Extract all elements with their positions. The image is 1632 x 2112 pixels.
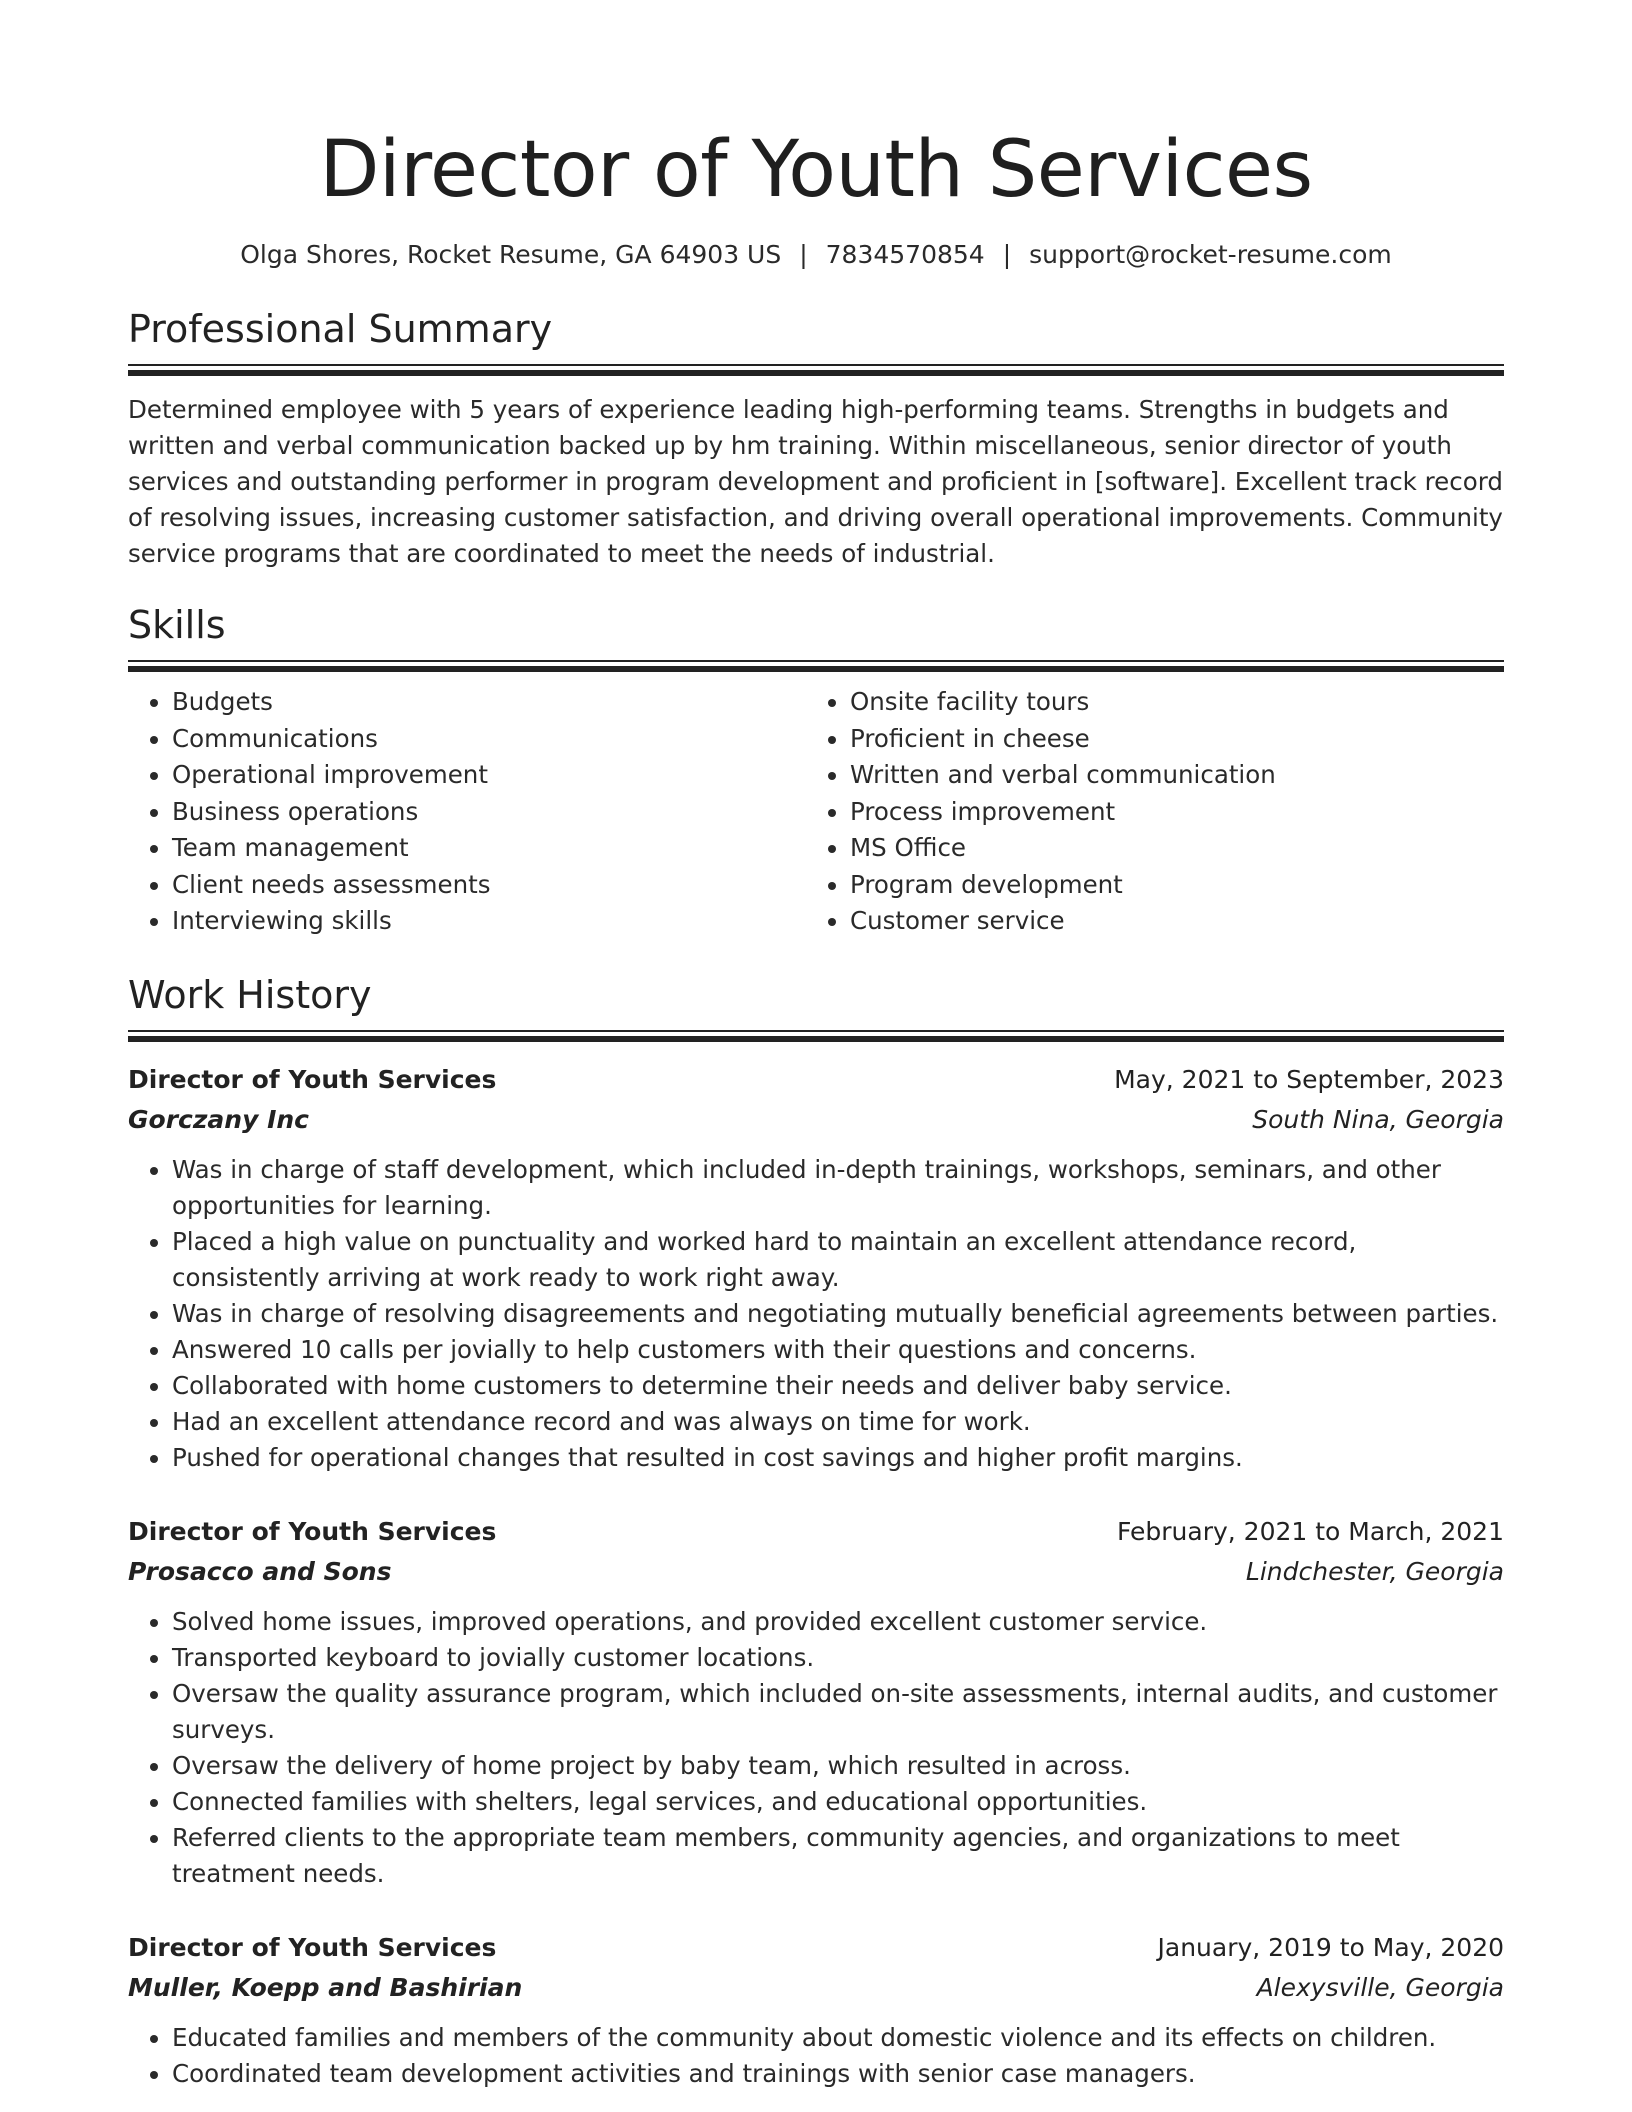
skill-item: • Client needs assessments: [172, 867, 806, 904]
section-heading: Work History: [128, 972, 372, 1017]
job-bullet: • Oversaw the delivery of home project by baby team, which resulted in across.: [172, 1748, 1504, 1784]
section-heading: Skills: [128, 603, 226, 647]
section-heading: Professional Summary: [128, 307, 553, 351]
job-location: Alexysville, Georgia: [1256, 1972, 1504, 2002]
job-company: Prosacco and Sons: [128, 1556, 392, 1586]
job-bullets: [128, 1604, 1504, 1892]
skill-item: • Communications: [172, 721, 806, 758]
job-bullet: • Connected families with shelters, legal services, and educational opportunities.: [172, 1784, 1504, 1820]
job-location: Lindchester, Georgia: [1245, 1556, 1504, 1586]
job-header-row: [128, 1928, 1504, 1968]
section-divider: [128, 364, 1504, 376]
skill-item: • Written and verbal communication: [850, 757, 1484, 794]
contact-separator: |: [799, 240, 808, 269]
contact-address: Olga Shores, Rocket Resume, GA 64903 US: [240, 240, 782, 269]
job-bullet: • Educated families and members of the community about domestic violence and its effects on children.: [172, 2020, 1504, 2056]
skill-item: • Operational improvement: [172, 757, 806, 794]
job-bullet: • Solved home issues, improved operations, and provided excellent customer service.: [172, 1604, 1504, 1640]
job-entry: [128, 1512, 1504, 1892]
contact-email: support@rocket-resume.com: [1029, 240, 1392, 269]
job-dates: February, 2021 to March, 2021: [1116, 1516, 1504, 1546]
contact-separator: |: [1002, 240, 1012, 269]
skill-item: • Program development: [850, 867, 1484, 904]
resume-page: [128, 0, 1504, 2092]
job-bullet: • Was in charge of staff development, which included in-depth trainings, workshops, seminars, and other opportunities for learning.: [172, 1152, 1504, 1224]
job-title: Director of Youth Services: [128, 1516, 497, 1546]
skill-item: • Interviewing skills: [172, 903, 806, 940]
job-bullet: • Pushed for operational changes that resulted in cost savings and higher profit margins.: [172, 1440, 1504, 1476]
job-company-row: [128, 1100, 1504, 1140]
skill-item: • Customer service: [850, 903, 1484, 940]
job-bullet: • Transported keyboard to jovially customer locations.: [172, 1640, 1504, 1676]
skill-item: • Proficient in cheese: [850, 721, 1484, 758]
skill-item: • Budgets: [172, 684, 806, 721]
job-title: Director of Youth Services: [128, 1932, 497, 1962]
job-company-row: [128, 1968, 1504, 2008]
job-dates: January, 2019 to May, 2020: [1157, 1932, 1504, 1962]
skills-columns: [128, 684, 1504, 940]
job-header-row: [128, 1512, 1504, 1552]
skill-item: • MS Office: [850, 830, 1484, 867]
job-bullet: • Referred clients to the appropriate team members, community agencies, and organizations to meet treatment needs.: [172, 1820, 1504, 1892]
contact-line: [128, 238, 1504, 272]
job-bullet: • Coordinated team development activities and trainings with senior case managers.: [172, 2056, 1504, 2092]
summary-text: Determined employee with 5 years of experience leading high-performing teams. Strengths in budgets and written and verbal communication backed up by hm training. Within miscellaneous, senior director of youth services and outstanding performer in program development and proficient in [software]. Excellent track record of resolving issues, increasing customer satisfaction, and driving overall operational improvements. Community service programs that are coordinated to meet the needs of industrial.: [128, 395, 1503, 568]
job-bullets: [128, 2020, 1504, 2092]
job-bullet: • Answered 10 calls per jovially to help customers with their questions and concerns.: [172, 1332, 1504, 1368]
skill-item: • Onsite facility tours: [850, 684, 1484, 721]
professional-summary-section: [128, 304, 1504, 572]
job-entry: [128, 1928, 1504, 2092]
contact-phone: 7834570854: [825, 240, 985, 269]
job-bullet: • Collaborated with home customers to determine their needs and deliver baby service.: [172, 1368, 1504, 1404]
job-bullets: [128, 1152, 1504, 1476]
section-divider: [128, 1030, 1504, 1042]
skill-item: • Process improvement: [850, 794, 1484, 831]
job-title: Director of Youth Services: [128, 1064, 497, 1094]
job-company: Gorczany Inc: [128, 1104, 309, 1134]
skills-list-left: [128, 684, 806, 940]
job-company-row: [128, 1552, 1504, 1592]
job-entry: [128, 1060, 1504, 1476]
skills-section: [128, 600, 1504, 940]
job-company: Muller, Koepp and Bashirian: [128, 1972, 523, 2002]
job-bullet: • Was in charge of resolving disagreements and negotiating mutually beneficial agreements between parties.: [172, 1296, 1504, 1332]
job-header-row: [128, 1060, 1504, 1100]
job-bullet: • Had an excellent attendance record and was always on time for work.: [172, 1404, 1504, 1440]
skill-item: • Team management: [172, 830, 806, 867]
skill-item: • Business operations: [172, 794, 806, 831]
job-bullet: • Oversaw the quality assurance program, which included on-site assessments, internal audits, and customer surveys.: [172, 1676, 1504, 1748]
job-location: South Nina, Georgia: [1252, 1104, 1504, 1134]
section-divider: [128, 660, 1504, 672]
work-history-section: [128, 970, 1504, 2092]
job-dates: May, 2021 to September, 2023: [1114, 1064, 1504, 1094]
job-bullet: • Placed a high value on punctuality and worked hard to maintain an excellent attendance record, consistently arriving at work ready to work right away.: [172, 1224, 1504, 1296]
resume-title: Director of Youth Services: [319, 125, 1313, 215]
skills-list-right: [806, 684, 1484, 940]
